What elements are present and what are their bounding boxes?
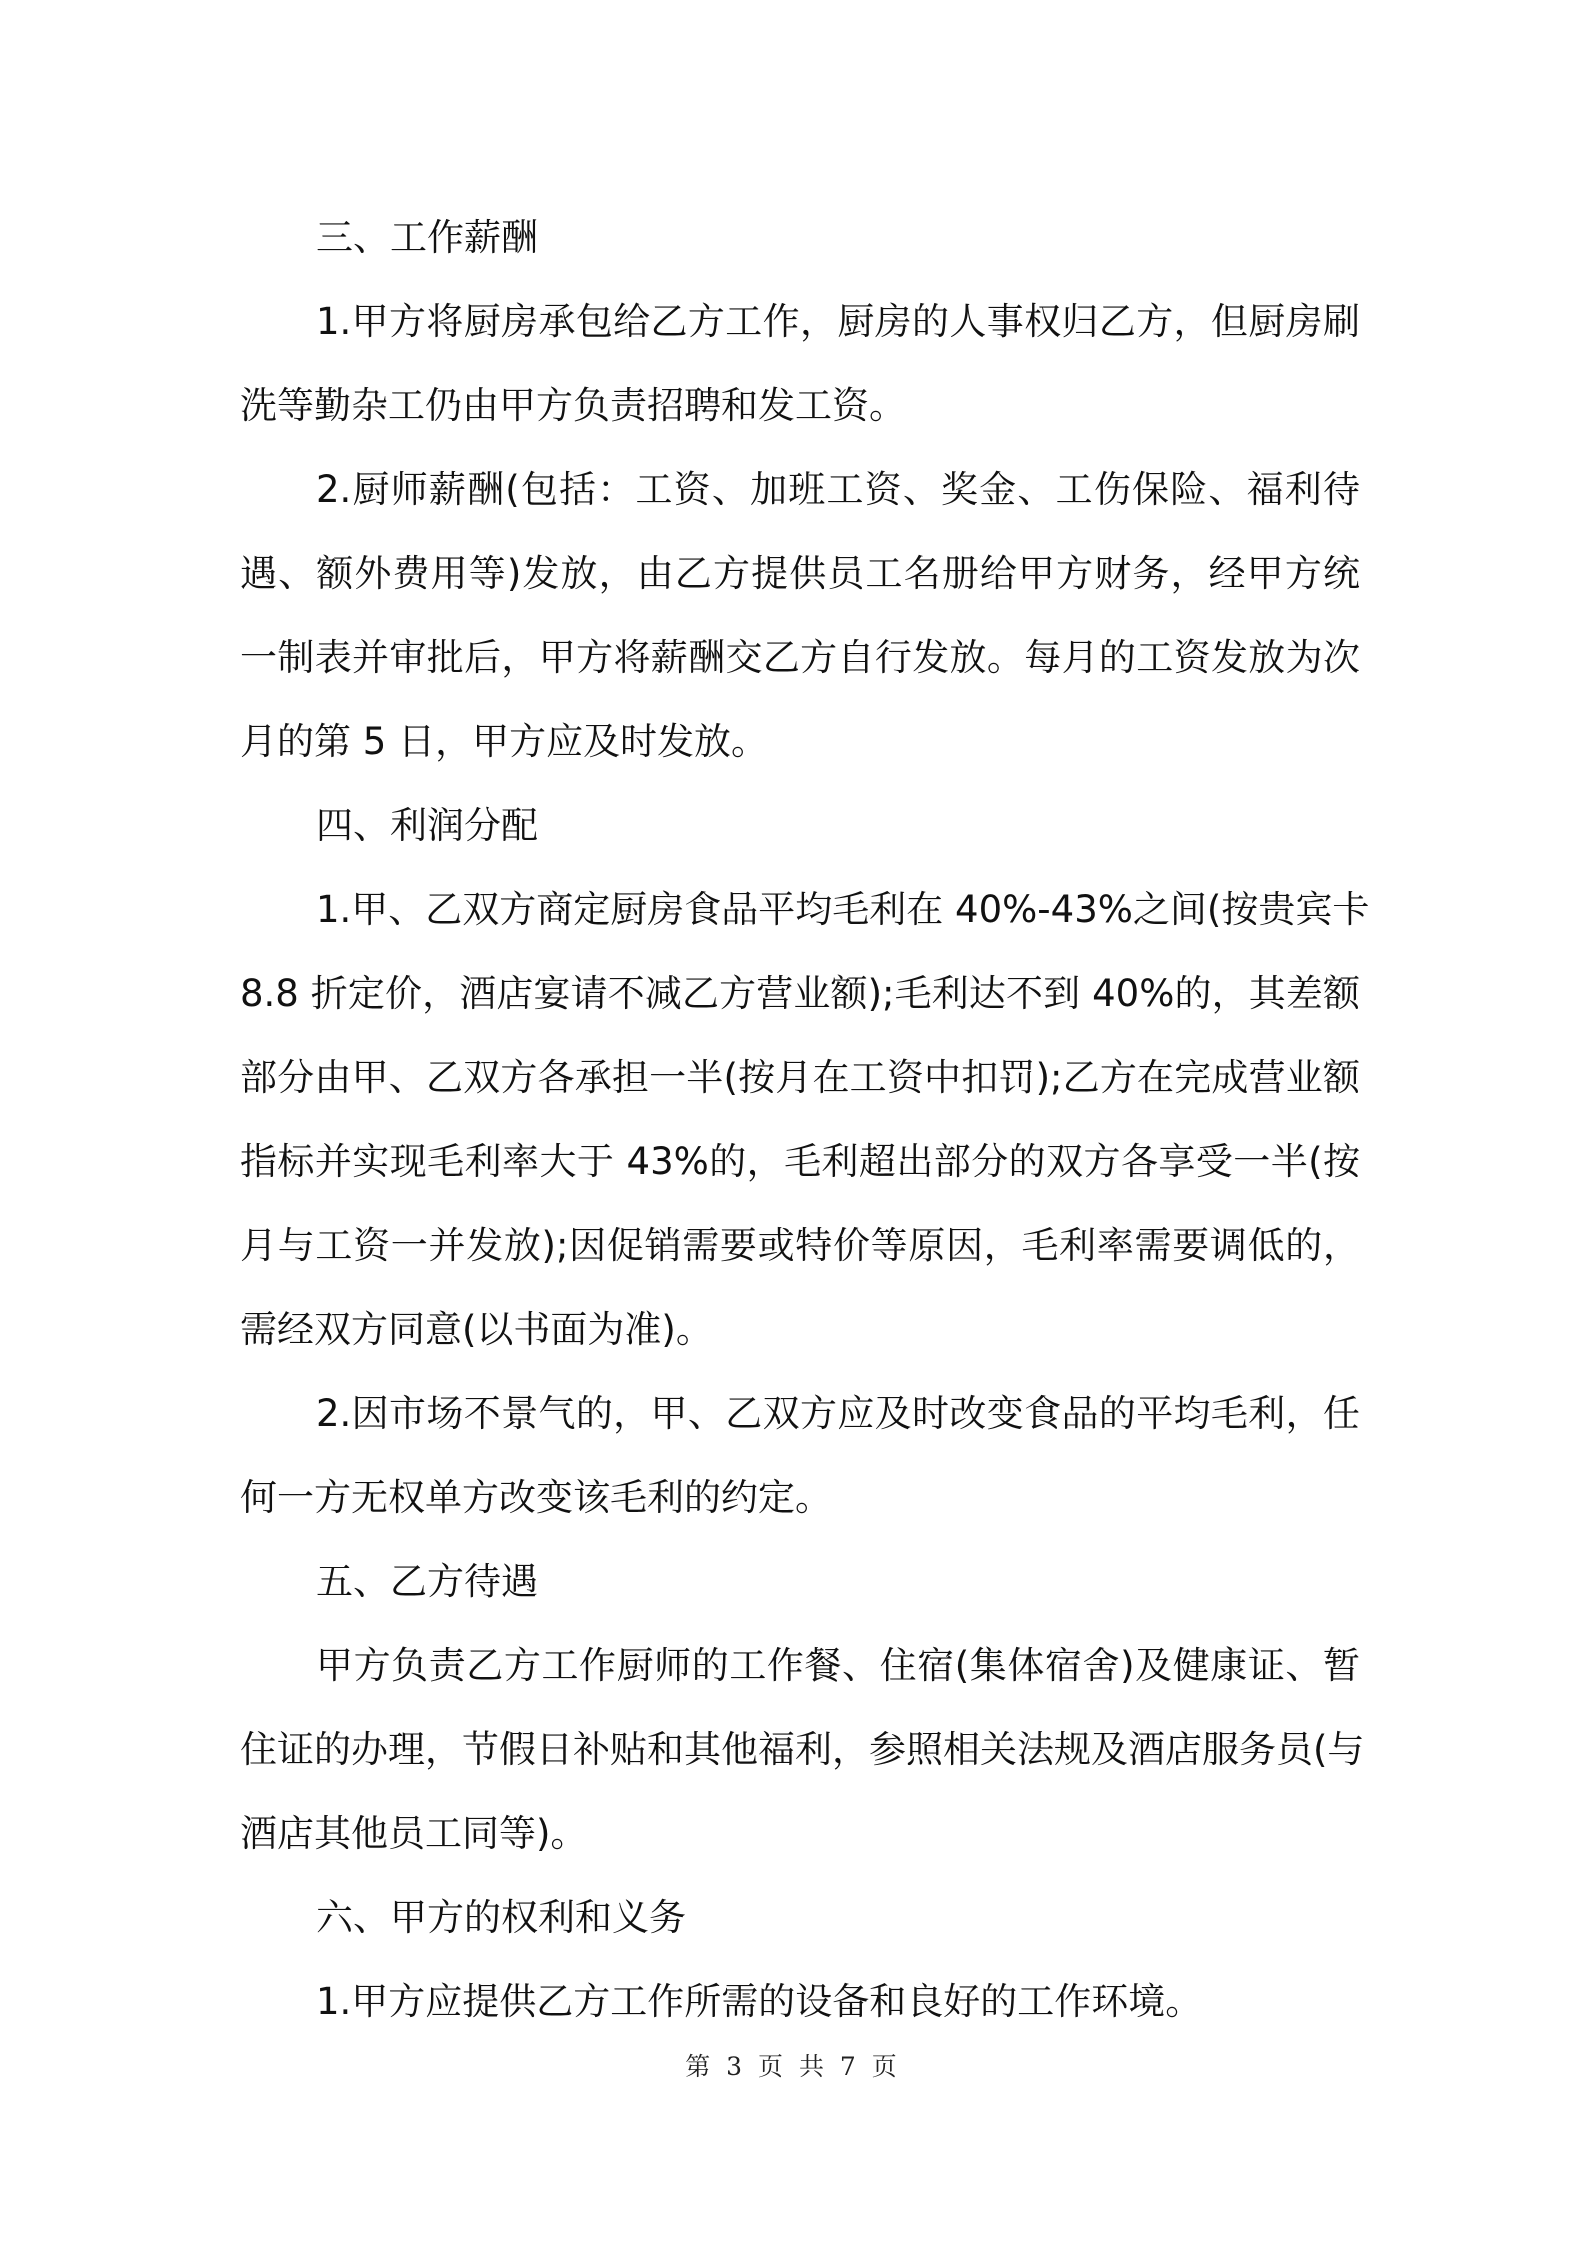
text-line: 四、利润分配 <box>316 804 538 847</box>
text-line: 酒店其他员工同等)。 <box>240 1812 588 1855</box>
text-line: 2.因市场不景气的，甲、乙双方应及时改变食品的平均毛利，任 <box>316 1392 1360 1435</box>
text-line: 1.甲、乙双方商定厨房食品平均毛利在 40%-43%之间(按贵宾卡 <box>316 888 1370 931</box>
page-number-footer: 第 3 页 共 7 页 <box>685 2052 901 2081</box>
document-body <box>240 196 1370 2044</box>
text-line: 洗等勤杂工仍由甲方负责招聘和发工资。 <box>240 384 906 427</box>
text-line: 指标并实现毛利率大于 43%的，毛利超出部分的双方各享受一半(按 <box>240 1140 1360 1183</box>
text-line: 月与工资一并发放);因促销需要或特价等原因，毛利率需要调低的， <box>240 1224 1360 1267</box>
text-line: 甲方负责乙方工作厨师的工作餐、住宿(集体宿舍)及健康证、暂 <box>316 1644 1360 1687</box>
text-line: 遇、额外费用等)发放，由乙方提供员工名册给甲方财务，经甲方统 <box>240 552 1360 595</box>
text-line: 六、甲方的权利和义务 <box>316 1896 686 1939</box>
text-line: 1.甲方将厨房承包给乙方工作，厨房的人事权归乙方，但厨房刷 <box>316 300 1360 343</box>
text-line: 一制表并审批后，甲方将薪酬交乙方自行发放。每月的工资发放为次 <box>240 636 1360 679</box>
text-line: 何一方无权单方改变该毛利的约定。 <box>240 1476 832 1519</box>
text-line: 部分由甲、乙双方各承担一半(按月在工资中扣罚);乙方在完成营业额 <box>240 1056 1360 1099</box>
text-line: 需经双方同意(以书面为准)。 <box>240 1308 713 1351</box>
text-line: 五、乙方待遇 <box>316 1560 538 1603</box>
text-line: 2.厨师薪酬(包括：工资、加班工资、奖金、工伤保险、福利待 <box>316 468 1360 511</box>
text-line: 月的第 5 日，甲方应及时发放。 <box>240 720 769 763</box>
text-line: 8.8 折定价，酒店宴请不减乙方营业额);毛利达不到 40%的，其差额 <box>240 972 1360 1015</box>
text-line: 三、工作薪酬 <box>316 216 538 259</box>
text-line: 1.甲方应提供乙方工作所需的设备和良好的工作环境。 <box>316 1980 1203 2023</box>
text-line: 住证的办理，节假日补贴和其他福利，参照相关法规及酒店服务员(与 <box>240 1728 1365 1771</box>
